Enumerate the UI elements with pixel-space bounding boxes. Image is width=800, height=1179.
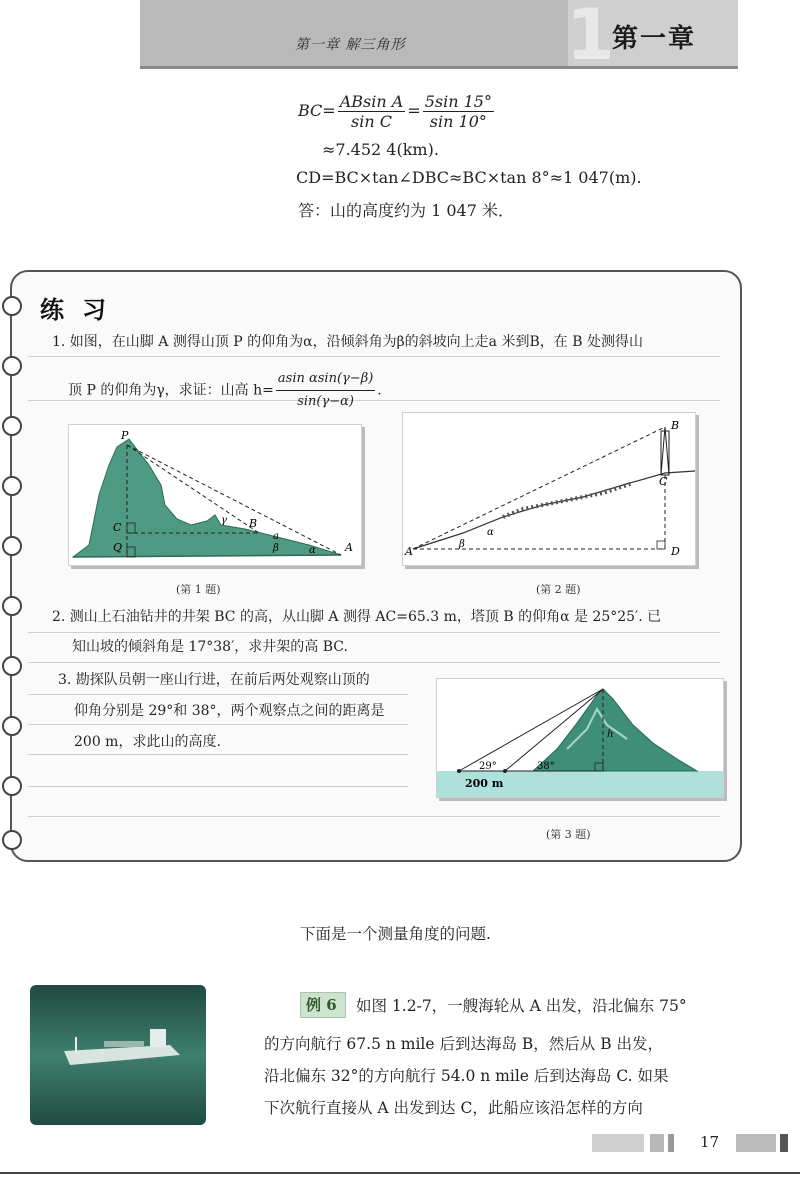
ship-photo bbox=[30, 985, 206, 1125]
label-angle-38: 38° bbox=[537, 761, 555, 772]
figure-3-caption: (第 3 题) bbox=[546, 828, 591, 841]
chapter-number-watermark: 1 bbox=[566, 0, 615, 76]
mountain-height-diagram bbox=[437, 679, 723, 797]
fraction bbox=[423, 92, 494, 131]
binder-ring-icon bbox=[2, 416, 22, 436]
binder-ring-icon bbox=[2, 296, 22, 316]
ruled-line bbox=[28, 694, 408, 695]
label-a: A bbox=[345, 541, 353, 554]
label-c: C bbox=[659, 475, 668, 488]
page-number: 17 bbox=[700, 1133, 720, 1151]
label-a: A bbox=[405, 545, 413, 558]
solution-line-3: CD=BC×tan∠DBC≈BC×tan 8°≈1 047(m). bbox=[296, 168, 642, 187]
figure-2 bbox=[402, 412, 696, 566]
example-6-label: 例 6 bbox=[306, 996, 337, 1014]
q1-line-2 bbox=[68, 368, 382, 413]
example-6-line-3: 沿北偏东 32°的方向航行 54.0 n mile 后到达海岛 C. 如果 bbox=[264, 1067, 669, 1085]
figure-3 bbox=[436, 678, 724, 798]
fraction-numerator: asin αsin(γ−β) bbox=[276, 368, 375, 391]
binder-ring-icon bbox=[2, 656, 22, 676]
page-bar-block bbox=[780, 1134, 788, 1152]
page-bar-block bbox=[592, 1134, 644, 1152]
equals-sign: = bbox=[407, 101, 421, 120]
intro-text: 下面是一个测量角度的问题. bbox=[300, 925, 491, 943]
label-b: B bbox=[249, 517, 258, 530]
formula-lhs: BC= bbox=[298, 101, 336, 120]
solution-line-1 bbox=[298, 92, 496, 131]
label-h: h bbox=[607, 729, 614, 740]
label-d: D bbox=[671, 545, 680, 558]
fraction bbox=[276, 368, 375, 413]
section-label: 第一章 解三角形 bbox=[295, 37, 406, 53]
solution-answer: 答：山的高度约为 1 047 米． bbox=[298, 201, 514, 220]
ruled-line bbox=[28, 662, 720, 663]
figure-1 bbox=[68, 424, 362, 566]
figure-1-caption: (第 1 题) bbox=[176, 583, 221, 596]
label-c: C bbox=[113, 521, 122, 534]
practice-title: 练习 bbox=[40, 296, 124, 324]
ruled-line bbox=[28, 632, 720, 633]
label-p: P bbox=[121, 429, 129, 442]
binder-ring-icon bbox=[2, 596, 22, 616]
ruled-line bbox=[28, 356, 720, 357]
fraction-denominator: sin C bbox=[351, 112, 392, 131]
fraction-denominator: sin(γ−α) bbox=[297, 394, 354, 409]
q2-line-2: 知山坡的倾斜角是 17°38′，求井架的高 BC. bbox=[72, 639, 348, 655]
binder-ring-icon bbox=[2, 776, 22, 796]
example-6-line-2: 的方向航行 67.5 n mile 后到达海岛 B，然后从 B 出发， bbox=[264, 1035, 664, 1053]
label-alpha: α bbox=[487, 527, 494, 538]
label-distance: 200 m bbox=[465, 777, 504, 790]
cargo-ship-image bbox=[30, 985, 206, 1125]
page-bottom-rule bbox=[0, 1172, 800, 1174]
example-6-line-4: 下次航行直接从 A 出发到达 C，此船应该沿怎样的方向 bbox=[264, 1099, 643, 1117]
fraction-numerator: ABsin A bbox=[339, 92, 404, 111]
page-bar-block bbox=[668, 1134, 674, 1152]
page-bar-block bbox=[736, 1134, 776, 1152]
fraction-denominator: sin 10° bbox=[429, 112, 487, 131]
label-beta: β bbox=[273, 543, 279, 554]
fraction bbox=[338, 92, 406, 131]
q3-line-3: 200 m，求此山的高度. bbox=[74, 734, 221, 750]
q3-line-1: 3. 勘探队员朝一座山行进，在前后两处观察山顶的 bbox=[58, 672, 370, 688]
binder-ring-icon bbox=[2, 830, 22, 850]
binder-ring-icon bbox=[2, 356, 22, 376]
ruled-line bbox=[28, 754, 408, 755]
oil-derrick-diagram bbox=[403, 413, 695, 565]
binder-ring-icon bbox=[2, 476, 22, 496]
label-angle-29: 29° bbox=[479, 761, 497, 772]
solution-line-2: ≈7.452 4(km). bbox=[322, 140, 439, 159]
q2-line-1: 2. 测山上石油钻井的井架 BC 的高，从山脚 A 测得 AC=65.3 m，塔顶 B 的仰角α 是 25°25′. 已 bbox=[52, 609, 662, 625]
label-b: B bbox=[671, 419, 680, 432]
binder-ring-icon bbox=[2, 536, 22, 556]
chapter-label: 第一章 bbox=[612, 24, 697, 54]
label-q: Q bbox=[113, 541, 123, 554]
label-beta: β bbox=[459, 539, 465, 550]
q1-line-2-text: 顶 P 的仰角为γ，求证：山高 h= bbox=[68, 382, 274, 399]
figure-2-caption: (第 2 题) bbox=[536, 583, 581, 596]
ruled-line bbox=[28, 786, 408, 787]
fraction-numerator: 5sin 15° bbox=[424, 92, 492, 111]
q1-line-2-end: . bbox=[377, 382, 382, 399]
binder-ring-icon bbox=[2, 716, 22, 736]
label-a-length: a bbox=[273, 531, 279, 542]
q1-line-1: 1. 如图，在山脚 A 测得山顶 P 的仰角为α，沿倾斜角为β的斜坡向上走a 米到B，在 B 处测得山 bbox=[52, 334, 643, 350]
ruled-line bbox=[28, 724, 408, 725]
example-6-line-1: 如图 1.2-7，一艘海轮从 A 出发，沿北偏东 75° bbox=[356, 997, 687, 1015]
mountain-slope-diagram bbox=[69, 425, 361, 565]
q3-line-2: 仰角分别是 29°和 38°，两个观察点之间的距离是 bbox=[74, 703, 385, 719]
label-alpha: α bbox=[309, 545, 316, 556]
ruled-line bbox=[28, 816, 720, 817]
page-bar-block bbox=[650, 1134, 664, 1152]
label-gamma: γ bbox=[221, 515, 227, 526]
